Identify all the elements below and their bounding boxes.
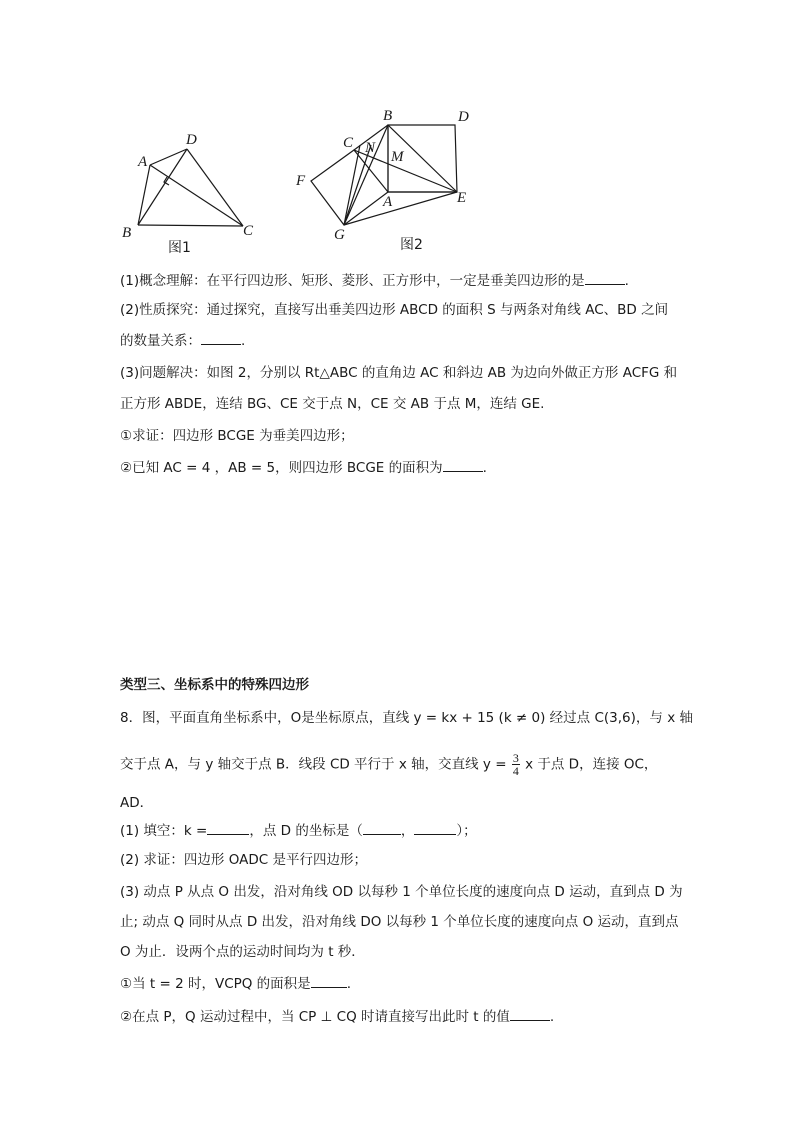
- fig2-label-c: C: [343, 135, 354, 151]
- q8-line3: AD．: [120, 795, 154, 811]
- answer-blank: [443, 457, 483, 472]
- fraction-three-quarters: $\frac{3}{4}$: [512, 751, 519, 778]
- fig2-label-f: F: [296, 173, 306, 189]
- fig2-label-g: G: [334, 227, 345, 243]
- fig2-label-d: D: [458, 109, 469, 125]
- fig1-label-b: B: [122, 225, 132, 241]
- fig2-caption: 图2: [400, 237, 423, 253]
- q8-part3-line3: O 为止．设两个点的运动时间均为 t 秒．: [120, 944, 365, 960]
- fig2-label-e: E: [457, 190, 467, 206]
- answer-blank: [585, 270, 625, 285]
- fig2-label-m: M: [391, 149, 404, 165]
- q8-part3-line1: (3) 动点 P 从点 O 出发，沿对角线 OD 以每秒 1 个单位长度的速度向点 D 运动，直到点 D 为: [120, 884, 683, 900]
- answer-blank-dx: [363, 820, 401, 835]
- fig2-label-b: B: [383, 108, 393, 124]
- fig1-label-a: A: [138, 154, 148, 170]
- fig2-label-n: N: [365, 140, 376, 156]
- q7-part1: (1)概念理解：在平行四边形、矩形、菱形、正方形中，一定是垂美四边形的是 .: [120, 270, 629, 291]
- q8-part3-item1: ①当 t = 2 时，VCPQ 的面积是 .: [120, 973, 351, 994]
- q8-part3-line2: 止; 动点 Q 同时从点 D 出发，沿对角线 DO 以每秒 1 个单位长度的速度向点 O 运动，直到点: [120, 914, 679, 930]
- answer-blank: [510, 1006, 550, 1021]
- answer-blank-dy: [414, 820, 456, 835]
- q8-line1: 8．图，平面直角坐标系中，O是坐标原点，直线 y = kx + 15 (k ≠ 0) 经过点 C(3,6)，与 x 轴: [120, 710, 693, 726]
- fig1-caption: 图1: [168, 240, 191, 255]
- q8-part1: (1) 填空：k = ，点 D 的坐标是（ ， ）；: [120, 820, 477, 841]
- figure-2: [290, 105, 490, 255]
- q7-part3-line1: (3)问题解决：如图 2，分别以 Rt△ABC 的直角边 AC 和斜边 AB 为边向外做正方形 ACFG 和: [120, 365, 678, 381]
- q7-part3-item2: ②已知 AC = 4 ，AB = 5，则四边形 BCGE 的面积为 .: [120, 457, 487, 478]
- q8-part2: (2) 求证：四边形 OADC 是平行四边形；: [120, 852, 367, 868]
- q8-line2: 交于点 A，与 y 轴交于点 B．线段 CD 平行于 x 轴，交直线 y = $\frac{3}{4}$ x 于点 D，连接 OC，: [120, 751, 658, 778]
- fig1-label-d: D: [186, 132, 197, 148]
- fig1-label-c: C: [243, 223, 254, 239]
- answer-blank: [201, 330, 241, 345]
- q7-part3-item1: ①求证：四边形 BCGE 为垂美四边形；: [120, 428, 354, 444]
- q7-part2-line1: (2)性质探究：通过探究，直接写出垂美四边形 ABCD 的面积 S 与两条对角线 AC、BD 之间: [120, 302, 669, 318]
- q7-part2-line2: 的数量关系： .: [120, 330, 245, 351]
- figure-1: [110, 125, 270, 255]
- answer-blank: [311, 973, 347, 988]
- q7-part3-line2: 正方形 ABDE，连结 BG、CE 交于点 N，CE 交 AB 于点 M，连结 GE.: [120, 396, 545, 412]
- section-title: 类型三、坐标系中的特殊四边形: [120, 677, 309, 693]
- answer-blank-k: [207, 820, 249, 835]
- q8-part3-item2: ②在点 P，Q 运动过程中，当 CP ⊥ CQ 时请直接写出此时 t 的值 .: [120, 1006, 554, 1027]
- fig2-label-a: A: [383, 194, 393, 210]
